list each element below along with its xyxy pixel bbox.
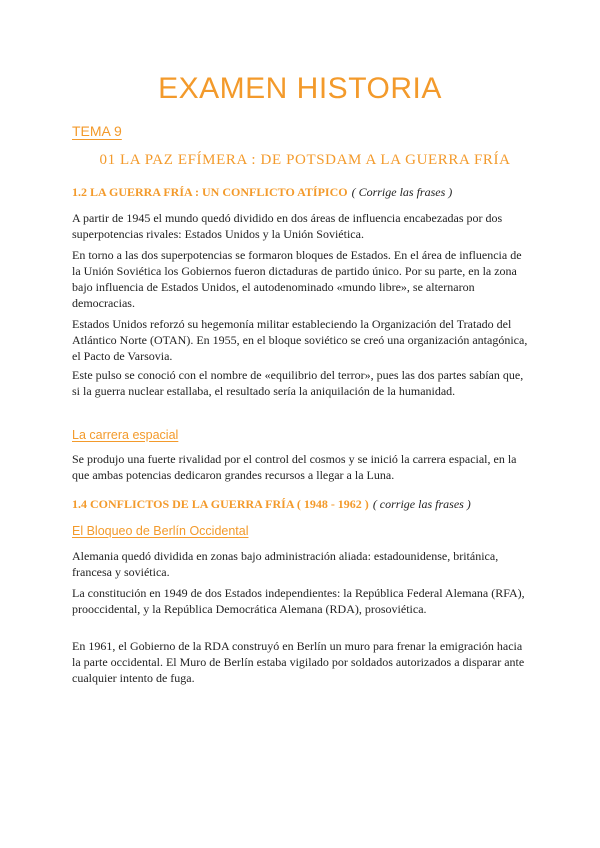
correction-note: ( Corrige las frases ) [351,185,453,199]
paragraph: La constitución en 1949 de dos Estados independientes: la República Federal Alemana (RFA), prooccidental, y la República Democrática Alemana (RDA), prosoviética. [72,586,525,616]
tema-label: TEMA 9 [72,123,122,139]
section-heading-text: 1.4 CONFLICTOS DE LA GUERRA FRÍA ( 1948 - 1962 ) [72,497,369,511]
correction-note: ( corrige las frases ) [372,497,471,511]
paragraph: Alemania quedó dividida en zonas bajo administración aliada: estadounidense, británica, francesa y soviética. [72,549,499,579]
paragraph: En 1961, el Gobierno de la RDA construyó en Berlín un muro para frenar la emigración hacia la parte occidental. El Muro de Berlín estaba vigilado por soldados autorizados a disparar ante cualquier intento de fuga. [72,639,525,685]
paragraph: Este pulso se conoció con el nombre de «equilibrio del terror», pues las dos partes sabían que, si la guerra nuclear estallaba, el resultado sería la aniquilación de la humanidad. [72,368,524,398]
paragraph: En torno a las dos superpotencias se formaron bloques de Estados. En el área de influencia de la Unión Soviética los Gobiernos fueron dictaduras de partido único. Por su parte, en la zona bajo influencia de Estados Unidos, el autodenominado «mundo libre», se alternaron democracias. [72,248,522,310]
paragraph: A partir de 1945 el mundo quedó dividido en dos áreas de influencia encabezadas por dos superpotencias rivales: Estados Unidos y la Unión Soviética. [72,211,503,241]
section-heading-text: 1.2 LA GUERRA FRÍA : UN CONFLICTO ATÍPICO [72,185,348,199]
paragraph: Estados Unidos reforzó su hegemonía militar estableciendo la Organización del Tratado del Atlántico Norte (OTAN). En 1955, en el bloque soviético se creó una organización antagónica, el Pacto de Varsovia. [72,317,528,363]
subheading-bloqueo-berlin: El Bloqueo de Berlín Occidental [72,524,249,538]
paragraph: Se produjo una fuerte rivalidad por el control del cosmos y se inició la carrera espacial, en la que ambas potencias dedicaron grandes recursos a llegar a la Luna. [72,452,517,482]
document-title: EXAMEN HISTORIA [158,72,442,105]
section-heading-guerra-fria [72,185,452,200]
subheading-carrera-espacial: La carrera espacial [72,428,179,442]
section-heading-conflictos [72,497,471,512]
unit-subtitle: 01 LA PAZ EFÍMERA : DE POTSDAM A LA GUERRA FRÍA [99,152,511,168]
